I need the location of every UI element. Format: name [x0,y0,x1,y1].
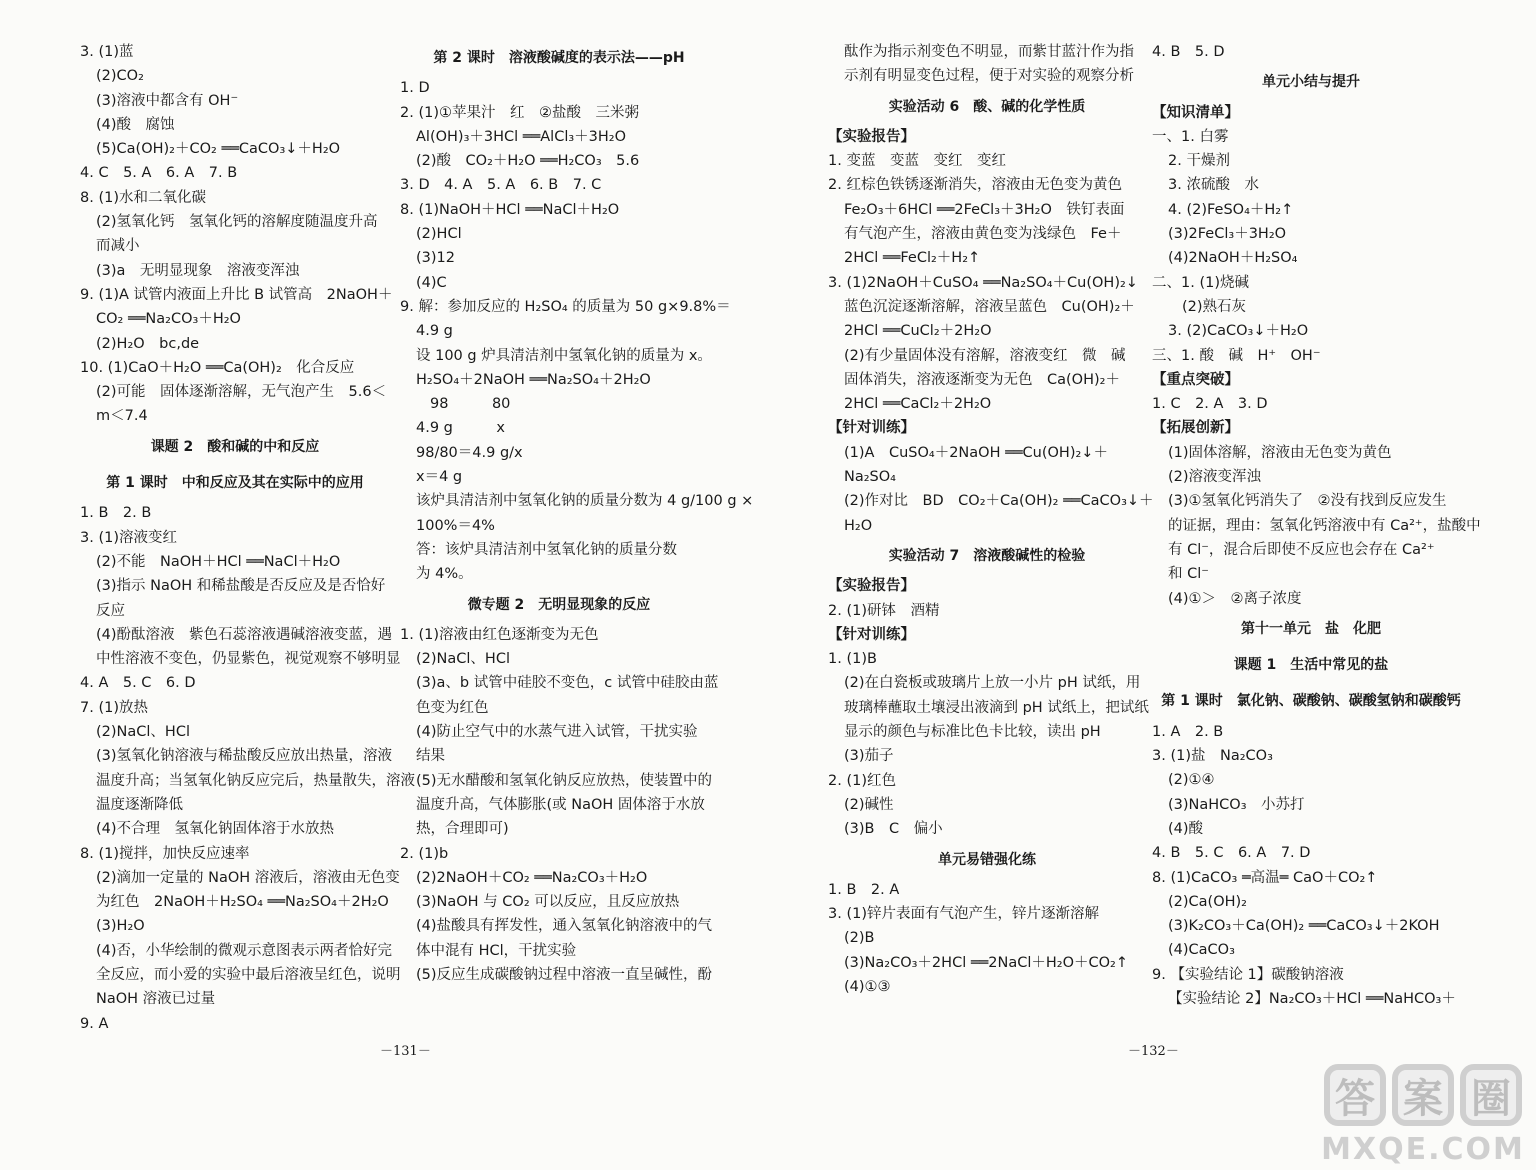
answer-line: 【实验报告】 [828,128,915,145]
answer-line: 该炉具清洁剂中氢氧化钠的质量分数为 4 g/100 g × [416,493,754,510]
answer-line: 4. (2)FeSO₄＋H₂↑ [1168,201,1294,218]
answer-line: 3. (1)锌片表面有气泡产生，锌片逐渐溶解 [828,906,1099,923]
answer-line: 设 100 g 炉具清洁剂中氢氧化钠的质量为 x。 [416,347,712,364]
answer-line: 热，合理即可) [416,821,509,838]
answer-line: (3)B C 偏小 [844,821,943,838]
answer-line: 体中混有 HCl，干扰实验 [416,942,577,959]
answer-line: 8. (1)NaOH＋HCl ══NaCl＋H₂O [400,201,620,218]
answer-line: 2. (1)研钵 酒精 [828,602,940,619]
answer-line: x＝4 g [416,469,463,486]
answer-line: (2)CO₂ [96,68,144,85]
answer-line: 答：该炉具清洁剂中氢氧化钠的质量分数 [416,541,677,558]
answer-line: (2)碱性 [844,796,894,813]
answer-line: Fe₂O₃＋6HCl ══2FeCl₃＋3H₂O 铁钉表面 [844,201,1125,218]
answer-line: (3)H₂O [96,918,145,935]
answer-line: 3. (1)溶液变红 [80,529,177,546]
answer-line: 3. (2)CaCO₃↓＋H₂O [1168,323,1309,340]
answer-line: (4)酸 腐蚀 [96,116,175,133]
answer-line: (2)氢氧化钙 氢氧化钙的溶解度随温度升高 [96,214,378,231]
answer-line: 8. (1)水和二氧化碳 [80,189,206,206]
answer-line: 示剂有明显变色过程，便于对实验的观察分析 [844,68,1134,85]
answer-line: 9. (1)A 试管内液面上升比 B 试管高 2NaOH＋ [80,286,393,303]
section-heading: 实验活动 6 酸、碱的化学性质 [888,98,1086,115]
answer-line: (4)酸 [1168,820,1204,837]
answer-line: 蓝色沉淀逐渐溶解，溶液呈蓝色 Cu(OH)₂＋ [844,298,1135,315]
answer-line: 一、1. 白雾 [1152,128,1229,145]
answer-line: H₂SO₄＋2NaOH ══Na₂SO₄＋2H₂O [416,371,651,388]
answer-line: 【针对训练】 [828,626,915,643]
answer-line: 温度逐渐降低 [96,796,183,813]
answer-line: 【知识清单】 [1152,104,1239,121]
section-heading: 课题 2 酸和碱的中和反应 [150,438,320,455]
answer-line: 2HCl ══FeCl₂＋H₂↑ [844,250,981,267]
answer-line: (3)指示 NaOH 和稀盐酸是否反应及是否恰好 [96,578,386,595]
answer-line: 4. B 5. C 6. A 7. D [1152,845,1311,862]
answer-line: (2)Ca(OH)₂ [1168,893,1247,910]
answer-line: 玻璃棒蘸取土壤浸出液滴到 pH 试纸上，把试纸 [844,699,1149,716]
answer-line: (2)B [844,930,875,947]
answer-line: 【实验报告】 [828,578,915,595]
answer-line: (3)茄子 [844,748,894,765]
answer-line: (2)NaCl、HCl [416,651,510,668]
section-heading: 课题 1 生活中常见的盐 [1233,657,1389,674]
answer-line: 温度升高；当氢氧化钠反应完后，热量散失，溶液 [96,772,415,789]
answer-line: (5)Ca(OH)₂＋CO₂ ══CaCO₃↓＋H₂O [96,141,341,158]
answer-line: 1. C 2. A 3. D [1152,396,1268,413]
page-number-left: －131－ [380,1044,431,1059]
logo-char-3: 圈 [1460,1064,1522,1126]
answer-line: 【实验结论 2】Na₂CO₃＋HCl ══NaHCO₃＋ [1168,990,1456,1007]
answer-line: 3. (1)蓝 [80,44,134,60]
section-heading: 实验活动 7 溶液酸碱性的检验 [888,547,1086,564]
answer-line: (2)溶液变浑浊 [1168,469,1262,486]
page-number-right: －132－ [1128,1044,1179,1059]
answer-line: (3)12 [416,250,455,267]
answer-line: 【重点突破】 [1152,371,1239,388]
answer-line: 为红色 2NaOH＋H₂SO₄ ══Na₂SO₄＋2H₂O [96,894,389,911]
answer-line: (2)可能 固体逐渐溶解，无气泡产生 5.6＜ [96,384,387,401]
section-heading: 第 1 课时 氯化钠、碳酸钠、碳酸氢钠和碳酸钙 [1161,693,1461,710]
answer-line: 1. 变蓝 变蓝 变红 变红 [828,153,1006,170]
answer-line: (2)H₂O bc,de [96,335,200,352]
answer-line: 4. B 5. D [1152,44,1225,60]
answer-line: 2HCl ══CuCl₂＋2H₂O [844,323,992,340]
answer-line: 4. C 5. A 6. A 7. B [80,165,238,182]
answer-line: (2)在白瓷板或玻璃片上放一小片 pH 试纸，用 [844,675,1141,692]
answer-line: (3)①氢氧化钙消失了 ②没有找到反应发生 [1168,493,1447,510]
section-heading: 单元易错强化练 [938,851,1036,868]
answer-line: (4)防止空气中的水蒸气进入试管，干扰实验 [416,724,698,741]
answer-line: 9. 【实验结论 1】碳酸钠溶液 [1152,966,1344,983]
answer-line: NaOH 溶液已过量 [96,991,216,1008]
answer-line: (4)C [416,274,447,291]
answer-line: (5)无水醋酸和氢氧化钠反应放热，使装置中的 [416,772,713,789]
section-heading: 微专题 2 无明显现象的反应 [467,596,651,613]
answer-line: 4.9 g x [416,420,505,437]
answer-line: (2)滴加一定量的 NaOH 溶液后，溶液由无色变 [96,869,400,886]
answer-line: 2. 红棕色铁锈逐渐消失，溶液由无色变为黄色 [828,177,1122,194]
answer-line: 2. (1)b [400,845,449,862]
answer-line: 【拓展创新】 [1152,420,1239,437]
answer-line: 全反应，而小爱的实验中最后溶液呈红色，说明 [96,966,401,983]
column-2 [400,40,754,987]
answer-line: (3)a、b 试管中硅胶不变色，c 试管中硅胶由蓝 [416,675,719,692]
answer-line: 4.9 g [416,323,453,340]
answer-line: 100%＝4% [416,517,495,534]
answer-line: (5)反应生成碳酸钠过程中溶液一直呈碱性，酚 [416,966,713,983]
answer-line: 2. 干燥剂 [1168,153,1230,170]
answer-line: 酞作为指示剂变色不明显，而紫甘蓝汁作为指 [844,44,1134,60]
answer-line: 有 Cl⁻，混合后即使不反应也会存在 Ca²⁺ [1168,541,1435,558]
answer-line: (3)a 无明显现象 溶液变浑浊 [96,262,300,279]
answer-line: 二、1. (1)烧碱 [1152,274,1249,291]
answer-line: 7. (1)放热 [80,699,148,716]
answer-line: m＜7.4 [96,408,148,425]
answer-line: (4)否，小华绘制的微观示意图表示两者恰好完 [96,942,393,959]
answer-line: (2)①④ [1168,772,1215,789]
answer-line: (2)酸 CO₂＋H₂O ══H₂CO₃ 5.6 [416,153,640,170]
column-3 [828,40,1154,999]
answer-line: (4)不合理 氢氧化钠固体溶于水放热 [96,821,335,838]
answer-line: (4)①③ [844,978,891,995]
answer-line: (3)氢氧化钠溶液与稀盐酸反应放出热量，溶液 [96,748,393,765]
answer-line: 有气泡产生，溶液由黄色变为浅绿色 Fe＋ [844,226,1122,243]
answer-line: CO₂ ══Na₂CO₃＋H₂O [96,311,241,328]
answer-line: 98/80＝4.9 g/x [416,444,523,461]
answer-line: (4)盐酸具有挥发性，通入氢氧化钠溶液中的气 [416,918,713,935]
answer-line: 温度升高，气体膨胀(或 NaOH 固体溶于水放 [416,796,705,813]
answer-line: 【针对训练】 [828,420,915,437]
answer-line: 3. (1)2NaOH＋CuSO₄ ══Na₂SO₄＋Cu(OH)₂↓ [828,274,1138,291]
answer-line: (2)NaCl、HCl [96,724,190,741]
section-heading: 第 1 课时 中和反应及其在实际中的应用 [106,475,364,492]
answer-line: (3)NaOH 与 CO₂ 可以反应，且反应放热 [416,894,680,911]
answer-line: 2. (1)红色 [828,772,896,789]
answer-line: 1. A 2. B [1152,723,1224,740]
column-4 [1152,40,1481,1011]
answer-line: Al(OH)₃＋3HCl ══AlCl₃＋3H₂O [416,128,627,145]
answer-line: 10. (1)CaO＋H₂O ══Ca(OH)₂ 化合反应 [80,359,355,376]
answer-line: 而减小 [96,238,140,255]
answer-line: 的证据，理由：氢氧化钙溶液中有 Ca²⁺，盐酸中 [1168,517,1481,534]
answer-line: 2HCl ══CaCl₂＋2H₂O [844,396,992,413]
answer-line: (3)2FeCl₃＋3H₂O [1168,226,1287,243]
answer-line: (2)作对比 BD CO₂＋Ca(OH)₂ ══CaCO₃↓＋ [844,493,1154,510]
answer-line: (2)有少量固体没有溶解，溶液变红 微 碱 [844,347,1126,364]
site-logo [1318,1064,1528,1167]
answer-line: (3)Na₂CO₃＋2HCl ══2NaCl＋H₂O＋CO₂↑ [844,954,1129,971]
answer-line: (3)NaHCO₃ 小苏打 [1168,796,1305,813]
answer-line: (4)①＞ ②离子浓度 [1168,590,1302,607]
answer-line: (1)A CuSO₄＋2NaOH ══Cu(OH)₂↓＋ [844,444,1108,461]
answer-line: 1. B 2. A [828,881,900,898]
answer-line: 9. 解：参加反应的 H₂SO₄ 的质量为 50 g×9.8%＝ [400,298,731,315]
section-heading: 第 2 课时 溶液酸碱度的表示法——pH [433,50,685,66]
answer-line: 4. A 5. C 6. D [80,675,196,692]
answer-line: (4)CaCO₃ [1168,942,1235,959]
answer-line: 显示的颜色与标准比色卡比较，读出 pH [844,724,1101,741]
answer-line: 9. A [80,1015,109,1032]
answer-line: 三、1. 酸 碱 H⁺ OH⁻ [1152,347,1321,364]
answer-line: 和 Cl⁻ [1168,566,1209,583]
answer-line: 为 4%。 [416,566,473,583]
answer-line: 结果 [416,748,445,765]
logo-char-2: 案 [1392,1064,1454,1126]
answer-line: (4)酚酞溶液 紫色石蕊溶液遇碱溶液变蓝，遇 [96,626,393,643]
answer-line: 1. (1)溶液由红色逐渐变为无色 [400,626,599,643]
answer-line: 8. (1)CaCO₃ ═高温═ CaO＋CO₂↑ [1152,869,1378,886]
answer-line: 中性溶液不变色，仍显紫色，视觉观察不够明显 [96,651,401,668]
answer-line: (3)K₂CO₃＋Ca(OH)₂ ══CaCO₃↓＋2KOH [1168,918,1440,935]
answer-line: 8. (1)搅拌，加快反应速率 [80,845,250,862]
answer-line: 2. (1)①苹果汁 红 ②盐酸 三米粥 [400,104,639,121]
answer-line: 3. (1)盐 Na₂CO₃ [1152,748,1273,765]
answer-line: 3. 浓硫酸 水 [1168,177,1259,194]
answer-line: 固体消失，溶液逐渐变为无色 Ca(OH)₂＋ [844,371,1120,388]
section-heading: 第十一单元 盐 化肥 [1241,620,1381,637]
answer-line: (2)2NaOH＋CO₂ ══Na₂CO₃＋H₂O [416,869,648,886]
answer-line: 98 80 [430,396,511,413]
answer-line: H₂O [844,517,873,534]
answer-line: 1. (1)B [828,651,877,668]
answer-line: 3. D 4. A 5. A 6. B 7. C [400,177,602,194]
answer-line: (3)溶液中都含有 OH⁻ [96,92,239,109]
answer-line: (2)不能 NaOH＋HCl ══NaCl＋H₂O [96,553,341,570]
section-heading: 单元小结与提升 [1262,74,1360,91]
answer-line: (2)HCl [416,226,462,243]
answer-line: Na₂SO₄ [844,469,896,486]
answer-line: 1. B 2. B [80,505,152,522]
logo-url: MXQE.COM [1321,1132,1525,1167]
logo-char-1: 答 [1324,1064,1386,1126]
answer-line: (2)熟石灰 [1182,298,1247,315]
answer-line: (1)固体溶解，溶液由无色变为黄色 [1168,444,1392,461]
answer-line: 色变为红色 [416,699,489,716]
answer-line: (4)2NaOH＋H₂SO₄ [1168,250,1298,267]
answer-line: 1. D [400,80,430,97]
answer-line: 反应 [96,602,125,619]
